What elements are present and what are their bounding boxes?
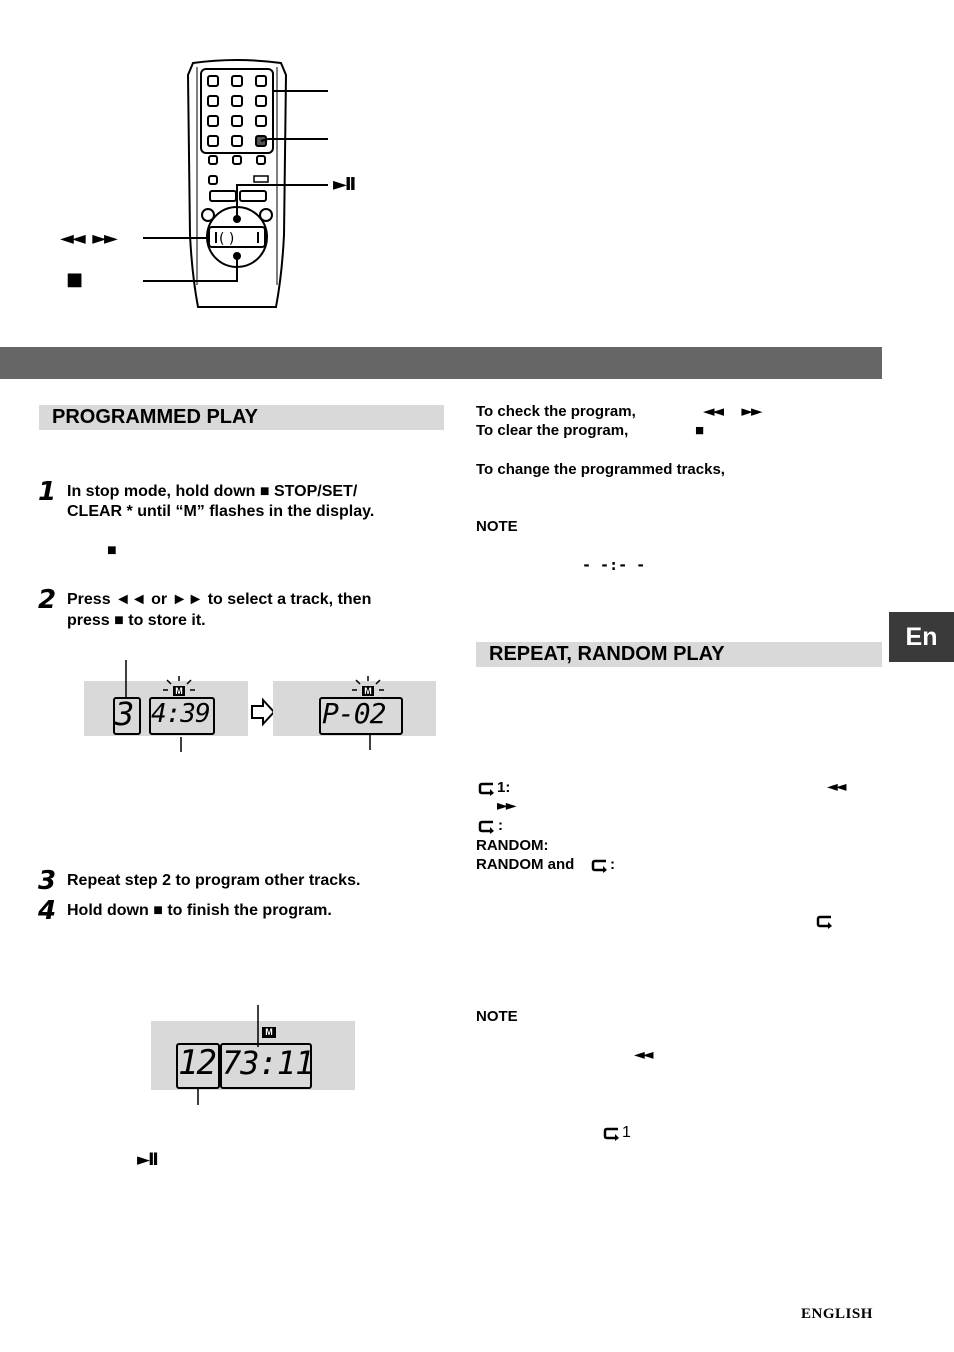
check-program-symbols: ◄◄ ►►	[703, 402, 761, 420]
mode-repeat-all-label: :	[498, 817, 503, 834]
mode-repeat-one-label: 1:	[497, 779, 511, 796]
lcd-total-time: 73:11	[222, 1044, 314, 1082]
lcd-track-time: 4:39	[151, 699, 210, 729]
lcd-m-badge-3-text: M	[265, 1027, 273, 1037]
programmed-play-heading: PROGRAMMED PLAY	[39, 405, 444, 430]
language-tab: En	[889, 612, 954, 662]
step-1-line-2: CLEAR * until “M” flashes in the display.	[67, 503, 375, 520]
mode-repeat-one-ff: ►►	[497, 798, 515, 814]
mode-random-label: RANDOM:	[476, 837, 549, 854]
repeat-random-heading: REPEAT, RANDOM PLAY	[476, 642, 882, 667]
check-program-label: To check the program,	[476, 403, 636, 420]
remote-play-pause-label: ►II	[333, 174, 355, 195]
step-4-number: 4	[38, 896, 57, 926]
repeat-icon	[591, 857, 609, 873]
step-1-number: 1	[38, 477, 57, 507]
clear-program-label: To clear the program,	[476, 422, 629, 439]
note-1-title: NOTE	[476, 518, 518, 535]
step-2-line-1: Press ◄◄ or ►► to select a track, then	[67, 591, 372, 608]
step-4-text: Hold down ■ to finish the program.	[67, 902, 332, 919]
mode-repeat-one-rew: ◄◄	[827, 779, 845, 795]
remote-stop-label: ■	[66, 269, 84, 290]
step-2-number: 2	[38, 585, 57, 615]
step-1-stop-symbol: ■	[107, 542, 117, 559]
lcd-m-badge-2-text: M	[364, 686, 372, 696]
lcd-m-badge-1-text: M	[175, 686, 183, 696]
lcd-total-tracks: 12	[178, 1043, 215, 1083]
flash-rays-icon	[352, 676, 384, 700]
repeat-icon	[603, 1125, 621, 1141]
note-2-repeat-one: 1	[622, 1124, 631, 1141]
note-1-display: - -:- -	[582, 556, 646, 574]
step-2-line-2: press ■ to store it.	[67, 612, 206, 629]
callout-lines-lcd1	[110, 660, 210, 755]
note-2-title: NOTE	[476, 1008, 518, 1025]
play-pause-symbol: ►II	[137, 1150, 157, 1170]
lcd-track-number: 3	[115, 695, 136, 733]
lcd-program-number: P-02	[322, 697, 386, 730]
footer-language-label: ENGLISH	[801, 1306, 873, 1322]
repeat-icon	[478, 780, 496, 796]
callout-line-lcd2	[360, 735, 380, 755]
step-3-number: 3	[38, 866, 57, 896]
step-3-text: Repeat step 2 to program other tracks.	[67, 872, 361, 889]
mode-random-repeat-label: RANDOM and	[476, 856, 575, 873]
section-title-bar	[0, 347, 882, 379]
mode-random-repeat-suffix: :	[610, 856, 615, 873]
svg-text:( ): ( )	[219, 231, 235, 247]
change-program-label: To change the programmed tracks,	[476, 461, 725, 478]
clear-program-symbol: ■	[695, 422, 705, 439]
callout-lines-lcd3	[190, 1005, 270, 1110]
remote-rew-ff-label: ◄◄ ►►	[60, 228, 116, 249]
note-2-rew-symbol: ◄◄	[634, 1047, 652, 1063]
repeat-icon	[478, 818, 496, 834]
step-1-line-1: In stop mode, hold down ■ STOP/SET/	[67, 483, 358, 500]
repeat-icon	[816, 913, 834, 929]
